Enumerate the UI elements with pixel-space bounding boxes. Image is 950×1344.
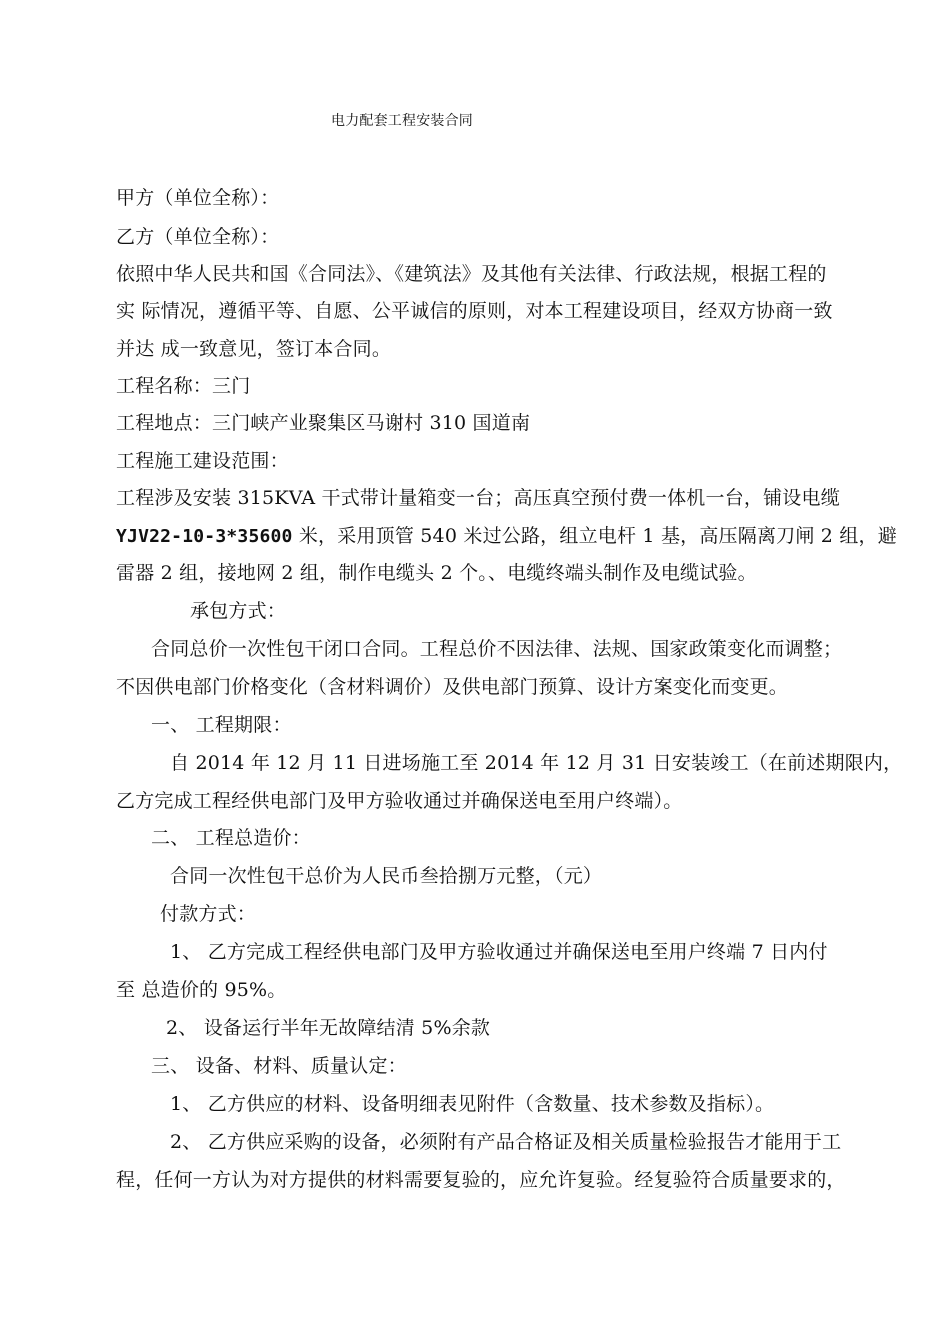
payment-heading: 付款方式： — [160, 903, 257, 925]
project-name: 工程名称：三门 — [116, 375, 251, 397]
payment-2: 2、 设备运行半年无故障结清 5%余款 — [166, 1017, 491, 1039]
contract-mode-heading: 承包方式： — [190, 600, 287, 622]
section-3-item-2-line-2: 程，任何一方认为对方提供的材料需要复验的，应允许复验。经复验符合质量要求的， — [116, 1169, 846, 1191]
section-3-item-1: 1、 乙方供应的材料、设备明细表见附件（含数量、技术参数及指标）。 — [170, 1093, 775, 1115]
scope-line-1: 工程涉及安装 315KVA 干式带计量箱变一台；高压真空预付费一体机一台，铺设电缆 — [116, 487, 840, 509]
payment-1-line-1: 1、 乙方完成工程经供电部门及甲方验收通过并确保送电至用户终端 7 日内付 — [170, 941, 828, 963]
intro-line-2: 实 际情况，遵循平等、自愿、公平诚信的原则，对本工程建设项目，经双方协商一致 — [116, 300, 833, 322]
section-3-heading: 三、 设备、材料、质量认定： — [151, 1055, 407, 1077]
scope-line-2-text: 米，采用顶管 540 米过公路，组立电杆 1 基，高压隔离刀闸 2 组，避 — [292, 525, 897, 547]
section-1-heading: 一、 工程期限： — [151, 714, 292, 736]
scope-heading: 工程施工建设范围： — [116, 450, 289, 472]
section-1-line-1: 自 2014 年 12 月 11 日进场施工至 2014 年 12 月 31 日安装竣工（在前述期限内， — [170, 752, 903, 774]
scope-line-2 — [116, 524, 897, 549]
document-title: 电力配套工程安装合同 — [331, 113, 473, 129]
cable-spec: YJV22-10-3*35600 — [116, 526, 293, 547]
contract-mode-line-2: 不因供电部门价格变化（含材料调价）及供电部门预算、设计方案变化而变更。 — [116, 676, 789, 698]
intro-line-3: 并达 成一致意见，签订本合同。 — [116, 338, 392, 360]
section-3-item-2-line-1: 2、 乙方供应采购的设备，必须附有产品合格证及相关质量检验报告才能用于工 — [170, 1131, 842, 1153]
intro-line-1: 依照中华人民共和国《合同法》、《建筑法》及其他有关法律、行政法规，根据工程的 — [116, 263, 827, 285]
scope-line-3: 雷器 2 组，接地网 2 组，制作电缆头 2 个。、电缆终端头制作及电缆试验。 — [116, 562, 757, 584]
project-site: 工程地点：三门峡产业聚集区马谢村 310 国道南 — [116, 412, 531, 434]
section-1-line-2: 乙方完成工程经供电部门及甲方验收通过并确保送电至用户终端）。 — [116, 790, 683, 812]
contract-price: 合同一次性包干总价为人民币叁拾捌万元整，（元） — [170, 865, 603, 887]
section-2-heading: 二、 工程总造价： — [151, 827, 311, 849]
party-a-line: 甲方（单位全称）： — [116, 187, 280, 209]
party-b-line: 乙方（单位全称）： — [116, 226, 280, 248]
contract-mode-line-1: 合同总价一次性包干闭口合同。工程总价不因法律、法规、国家政策变化而调整； — [151, 638, 843, 660]
payment-1-line-2: 至 总造价的 95%。 — [116, 979, 287, 1001]
